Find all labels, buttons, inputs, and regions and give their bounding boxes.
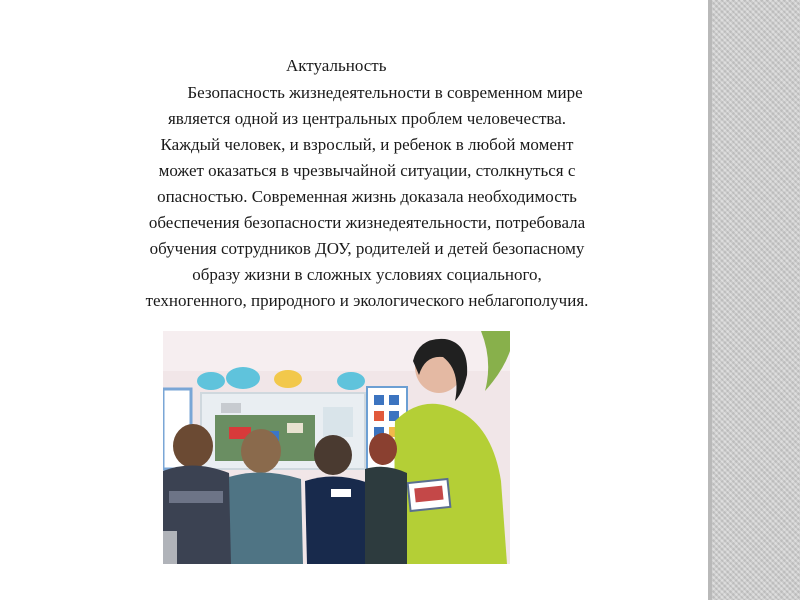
paragraph-line: может оказаться в чрезвычайной ситуации, столкнуться с <box>158 161 576 180</box>
paragraph-line: обучения сотрудников ДОУ, родителей и детей безопасному <box>149 239 585 258</box>
paragraph-line: техногенного, природного и экологического неблагополучия. <box>145 291 589 310</box>
decorative-stripe <box>712 0 800 600</box>
paragraph-line: обеспечения безопасности жизнедеятельности, потребовала <box>148 213 586 232</box>
slide-title: Актуальность <box>286 56 387 75</box>
paragraph-line: Каждый человек, и взрослый, и ребенок в любой момент <box>160 135 574 154</box>
slide-paragraph <box>62 80 672 314</box>
paragraph-line: образу жизни в сложных условиях социального, <box>192 265 542 284</box>
paragraph-line: является одной из центральных проблем человечества. <box>167 109 567 128</box>
paragraph-line: опасностью. Современная жизнь доказала необходимость <box>157 187 577 206</box>
paragraph-line: Безопасность жизнедеятельности в современном мире <box>187 83 583 102</box>
classroom-photo <box>163 331 510 564</box>
